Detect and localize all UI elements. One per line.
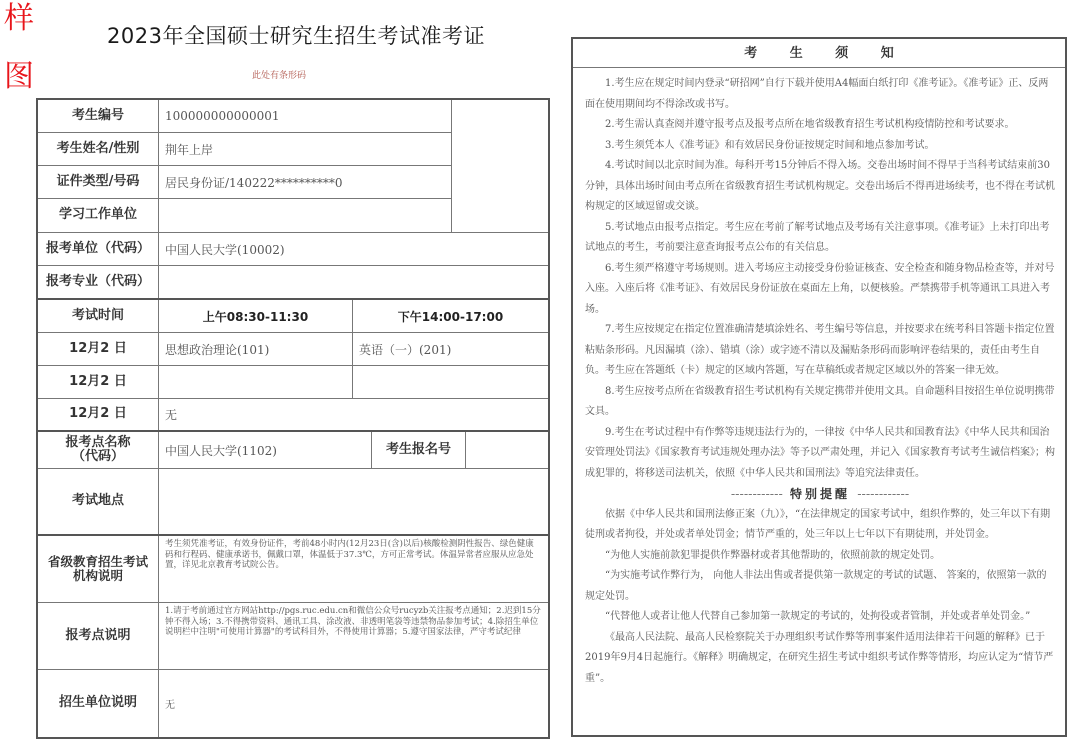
header-afternoon: 下午14:00-17:00 [397,309,504,324]
notice-item: 3.考生须凭本人《准考证》和有效居民身份证按规定时间和地点参加考试。 [605,139,935,151]
special-item: 《最高人民法院、最高人民检察院关于办理组织考试作弊等刑事案件适用法律若干问题的解释》已于2019年9月4日起施行。《解释》明确规定，在研究生招生考试中组织考试作弊等情形，均应认定为“情节严重”。 [585,631,1054,684]
value-provincial-note: 考生须凭准考证，有效身份证件，考前48小时内(12月23日(含)以后)核酸检测阴性报告、绿色健康码和行程码、健康承诺书，佩戴口罩，体温低于37.3℃，方可正常考试。体温异常者应服从应急处置，详见北京教育考试院公告。 [165,539,534,571]
barcode-placeholder: 此处有条形码 [252,71,307,81]
value-registration-no [466,432,548,468]
notice-item: 6.考生须严格遵守考场规则。进入考场应主动接受身份验证核查、安全检查和随身物品检查等，并对号入座。入座后将《准考证》、有效居民身份证放在桌面左上角，以便核验。严禁携带手机等通讯工具进入考场。 [585,262,1055,315]
label-apply-major: 报考专业（代码） [38,266,159,298]
candidate-info-block [38,100,548,233]
label-site-note: 报考点说明 [38,603,159,669]
value-site-note: 1.请于考前通过官方网站http://pgs.ruc.edu.cn和微信公众号rucyzb关注报考点通知；2.迟到15分钟不得入场；3.不得携带资料、通讯工具、涂改液、非透明笔袋等违禁物品参加考试；4.除招生单位说明栏中注明"可使用计算器"的考试科目外，不得使用计算器；5.遵守国家法律，严守考试纪律 [165,606,541,638]
schedule-am-subject [159,366,353,398]
row-name-gender [38,133,451,166]
row-exam-site [38,432,548,469]
label-id-type-no: 证件类型/号码 [38,166,159,198]
label-exam-location: 考试地点 [38,469,159,534]
value-name-gender: 荆年上岸 [165,142,214,157]
row-candidate-no [38,100,451,133]
sample-watermark-char-2: 图 [4,59,34,94]
label-candidate-no: 考生编号 [38,100,159,132]
label-provincial-note-line2: 机构说明 [72,568,123,583]
special-item: “代替他人或者让他人代替自己参加第一款规定的考试的，处拘役或者管制，并处或者单处罚金。” [605,611,1031,622]
value-apply-unit: 中国人民大学(10002) [165,242,285,257]
special-reminder-title: 特别提醒 [789,487,850,501]
notice-body [573,68,1065,689]
notice-item: 7.考生应按规定在指定位置准确清楚填涂姓名、考生编号等信息，并按要求在统考科目答题卡指定位置粘贴条形码。凡因漏填（涂）、错填（涂）或字迹不清以及漏贴条形码而影响评卷结果的，责任由考生自负。考生应在答题纸（卡）规定的区域内答题，写在草稿纸或者规定区域以外的答案一律无效。 [585,324,1055,376]
special-item: “为实施考试作弊行为， 向他人非法出售或者提供第一款规定的考试的试题、 答案的，依照第一款的规定处罚。 [585,570,1047,602]
value-unit-note: 无 [165,700,175,711]
label-provincial-note [38,536,159,602]
schedule-date: 12月2 日 [38,399,159,430]
row-work-unit [38,199,451,232]
value-exam-location [159,469,548,534]
schedule-date: 12月2 日 [38,366,159,398]
row-apply-unit [38,233,548,266]
schedule-row [38,399,548,432]
row-apply-major [38,266,548,300]
label-unit-note: 招生单位说明 [38,670,159,737]
row-site-note [38,603,548,670]
row-id-type-no [38,166,451,199]
schedule-row [38,333,548,366]
value-id-type-no: 居民身份证/140222**********0 [165,175,343,190]
divider-dash-right: ------------ [857,487,910,501]
notice-heading: 考 生 须 知 [573,39,1065,68]
value-work-unit [159,199,451,232]
document-title: 2023年全国硕士研究生招生考试准考证 [107,24,485,48]
notice-item: 2.考生需认真查阅并遵守报考点及报考点所在地省级教育招生考试机构疫情防控和考试要求。 [605,119,1015,130]
admission-card-table [36,98,550,739]
divider-dash-left: ------------ [730,487,783,501]
value-candidate-no: 100000000000001 [165,109,280,123]
notice-item: 9.考生在考试过程中有作弊等违规违法行为的，一律按《中华人民共和国教育法》《中华人民共和国治安管理处罚法》《国家教育考试违规处理办法》等予以严肃处理，并记入《国家教育考试考生诚信档案》；构成犯罪的，将移送司法机关，依照《中华人民共和国刑法》等追究法律责任。 [585,426,1055,479]
value-exam-site: 中国人民大学(1102) [159,432,372,468]
notice-item: 1.考生应在规定时间内登录“研招网”自行下载并使用A4幅面白纸打印《准考证》。《准考证》正、反两面在使用期间均不得涂改或书写。 [585,78,1049,110]
row-unit-note [38,670,548,737]
value-apply-major [159,266,548,298]
label-name-gender: 考生姓名/性别 [38,133,159,165]
schedule-date: 12月2 日 [38,333,159,365]
label-exam-site [38,432,159,468]
row-provincial-note [38,536,548,603]
notice-item: 4.考试时间以北京时间为准。每科开考15分钟后不得入场。交卷出场时间不得早于当科考试结束前30分钟，具体出场时间由考点所在省级教育招生考试机构规定。交卷出场后不得再进场续考，也不得在考试机构规定的区域逗留或交谈。 [585,160,1055,212]
label-exam-time: 考试时间 [38,300,159,332]
label-exam-site-line2: （代码） [71,449,124,464]
sample-watermark-char-1: 样 [4,1,34,36]
special-item: “为他人实施前款犯罪提供作弊器材或者其他帮助的，依照前款的规定处罚。 [605,549,941,561]
schedule-pm-subject [353,366,548,398]
schedule-pm-subject: 英语（一）(201) [359,342,452,357]
photo-box [452,100,548,232]
schedule-full-subject: 无 [165,408,178,422]
notice-item: 5.考试地点由报考点指定。考生应在考前了解考试地点及考场有关注意事项。《准考证》上未打印出考试地点的考生，考前要注意查询报考点公布的有关信息。 [585,221,1050,253]
row-exam-location [38,469,548,536]
label-exam-site-line1: 报考点名称 [65,434,131,450]
header-morning: 上午08:30-11:30 [159,300,353,332]
schedule-row [38,366,548,399]
row-schedule-header [38,300,548,333]
special-item: 依据《中华人民共和国刑法修正案（九）》，“在法律规定的国家考试中，组织作弊的，处三年以下有期徒刑或者拘役，并处或者单处罚金；情节严重的，处三年以上七年以下有期徒刑，并处罚金。 [585,508,1051,540]
notice-item: 8.考生应按考点所在省级教育招生考试机构有关规定携带并使用文具。自命题科目按招生单位说明携带文具。 [585,385,1055,417]
label-provincial-note-line1: 省级教育招生考试 [47,554,148,570]
schedule-am-subject: 思想政治理论(101) [159,333,353,365]
candidate-notice-panel [571,37,1067,737]
special-reminder-heading [585,484,1055,505]
label-apply-unit: 报考单位（代码） [38,233,159,265]
label-registration-no: 考生报名号 [372,432,466,468]
label-work-unit: 学习工作单位 [38,199,159,232]
